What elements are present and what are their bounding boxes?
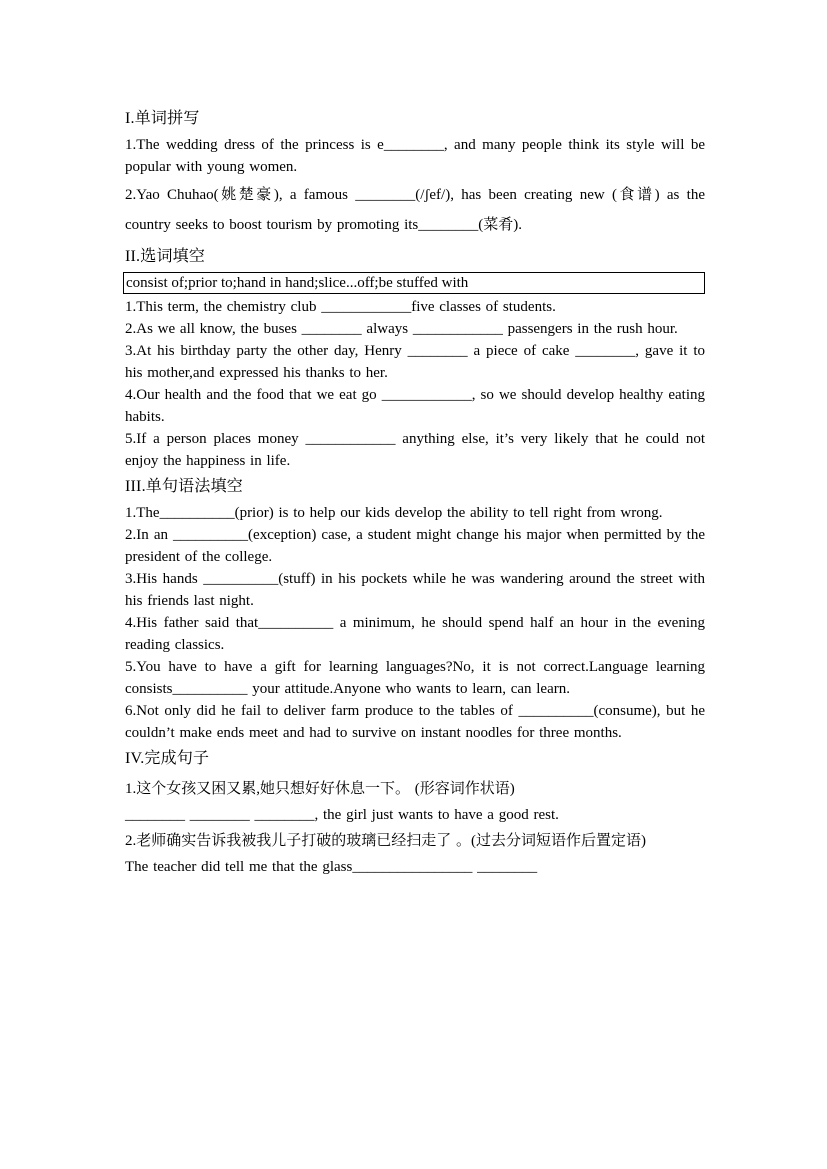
section-3-heading: III.单句语法填空 (125, 478, 243, 495)
s1-item-2: 2.Yao Chuhao(姚楚豪), a famous ________(/ʃef/), has been creating new (食谱) as the country seeks to boost tourism by promoting its________(菜肴). (125, 187, 705, 233)
s3-item-4: 4.His father said that__________ a minimum, he should spend half an hour in the evening reading classics. (125, 615, 705, 653)
s2-item-1: 1.This term, the chemistry club ____________five classes of students. (125, 299, 556, 315)
section-2-heading: II.选词填空 (125, 248, 206, 265)
s1-item-1: 1.The wedding dress of the princess is e________, and many people think its style will be popular with young women. (125, 137, 705, 175)
s2-item-3: 3.At his birthday party the other day, Henry ________ a piece of cake ________, gave it to his mother,and expressed his thanks to her. (125, 343, 705, 381)
s4-item-1-answer: ________ ________ ________, the girl just wants to have a good rest. (125, 807, 559, 823)
section-1-heading: I.单词拼写 (125, 110, 200, 127)
s3-item-2: 2.In an __________(exception) case, a student might change his major when permitted by the president of the college. (125, 527, 705, 565)
section-4-heading: IV.完成句子 (125, 750, 210, 767)
s2-item-2: 2.As we all know, the buses ________ always ____________ passengers in the rush hour. (125, 321, 678, 337)
s2-item-5: 5.If a person places money ____________ anything else, it’s very likely that he could not enjoy the happiness in life. (125, 431, 705, 469)
worksheet (125, 108, 705, 878)
s3-item-6: 6.Not only did he fail to deliver farm produce to the tables of __________(consume), but he couldn’t make ends meet and had to survive on instant noodles for three months. (125, 703, 705, 741)
s3-item-5: 5.You have to have a gift for learning languages?No, it is not correct.Language learning consists__________ your attitude.Anyone who wants to learn, can learn. (125, 659, 705, 697)
s3-item-1: 1.The__________(prior) is to help our kids develop the ability to tell right from wrong. (125, 505, 663, 521)
s2-item-4: 4.Our health and the food that we eat go ____________, so we should develop healthy eating habits. (125, 387, 705, 425)
s4-item-2-answer: The teacher did tell me that the glass________________ ________ (125, 859, 538, 875)
s3-item-3: 3.His hands __________(stuff) in his pockets while he was wandering around the street with his friends last night. (125, 571, 705, 609)
word-bank-box: consist of;prior to;hand in hand;slice...off;be stuffed with (123, 272, 705, 294)
s4-item-1-prompt: 1.这个女孩又困又累,她只想好好休息一下。 (形容词作状语) (125, 781, 515, 797)
s4-item-2-prompt: 2.老师确实告诉我被我儿子打破的玻璃已经扫走了 。(过去分词短语作后置定语) (125, 833, 646, 849)
